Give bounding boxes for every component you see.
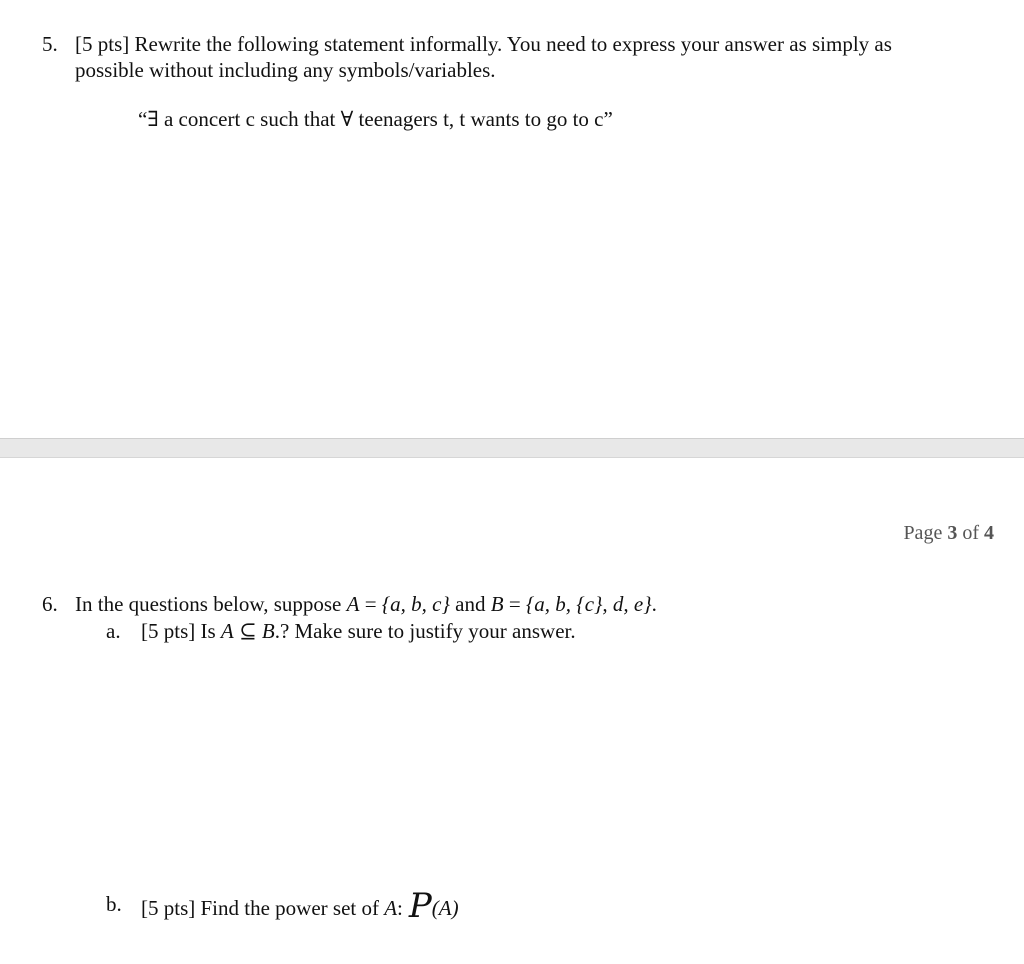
question-6b-letter: b. — [106, 892, 122, 916]
set-a-name: A — [346, 592, 360, 616]
question-6b-set: A — [384, 896, 398, 920]
question-6a-lhs: A — [220, 619, 234, 643]
page-top-section — [0, 0, 1024, 438]
page-total: 4 — [984, 522, 994, 544]
question-6-line — [42, 591, 657, 617]
question-6a-rhs: B — [261, 619, 275, 643]
power-set-argument: (A) — [431, 896, 459, 920]
equals-sign-2: = — [503, 592, 526, 616]
question-5-prompt: [5 pts] Rewrite the following statement informally. You need to express your answer as simply as — [75, 32, 892, 56]
question-6a-prefix: [5 pts] Is — [141, 619, 216, 643]
sentence-end: . — [651, 592, 657, 616]
question-5-statement: “∃ a concert c such that ∀ teenagers t, t wants to go to c” — [138, 107, 613, 131]
page-bottom-section — [0, 458, 1024, 964]
question-6-intro-text: In the questions below, suppose — [75, 592, 342, 616]
and-word: and — [449, 592, 491, 616]
question-5-number: 5. — [42, 32, 58, 56]
question-6a-line — [106, 618, 576, 644]
page-number-footer — [903, 522, 994, 545]
question-6a-letter: a. — [106, 619, 121, 643]
page-word: Page — [903, 522, 943, 544]
question-6b-prefix: [5 pts] Find the power set of — [141, 896, 379, 920]
question-5-line-2: possible without including any symbols/variables. — [75, 58, 496, 82]
question-6a-suffix: .? Make sure to justify your answer. — [274, 619, 576, 643]
question-6-number: 6. — [42, 592, 58, 616]
page-of-word: of — [962, 522, 979, 544]
question-6b-colon: : — [397, 896, 403, 920]
question-6a-text — [141, 618, 576, 644]
power-set-symbol: P — [408, 886, 432, 926]
page-break — [0, 438, 1024, 458]
question-6-intro — [75, 591, 657, 617]
question-6b-text — [141, 886, 459, 926]
set-a-elements: {a, b, c} — [381, 592, 450, 616]
subset-symbol: ⊆ — [239, 619, 257, 643]
question-5-line-1 — [42, 31, 892, 57]
equals-sign-1: = — [359, 592, 382, 616]
page-current: 3 — [947, 522, 958, 544]
question-6b-line — [106, 886, 459, 926]
set-b-elements: {a, b, {c}, d, e} — [525, 592, 652, 616]
set-b-name: B — [490, 592, 504, 616]
